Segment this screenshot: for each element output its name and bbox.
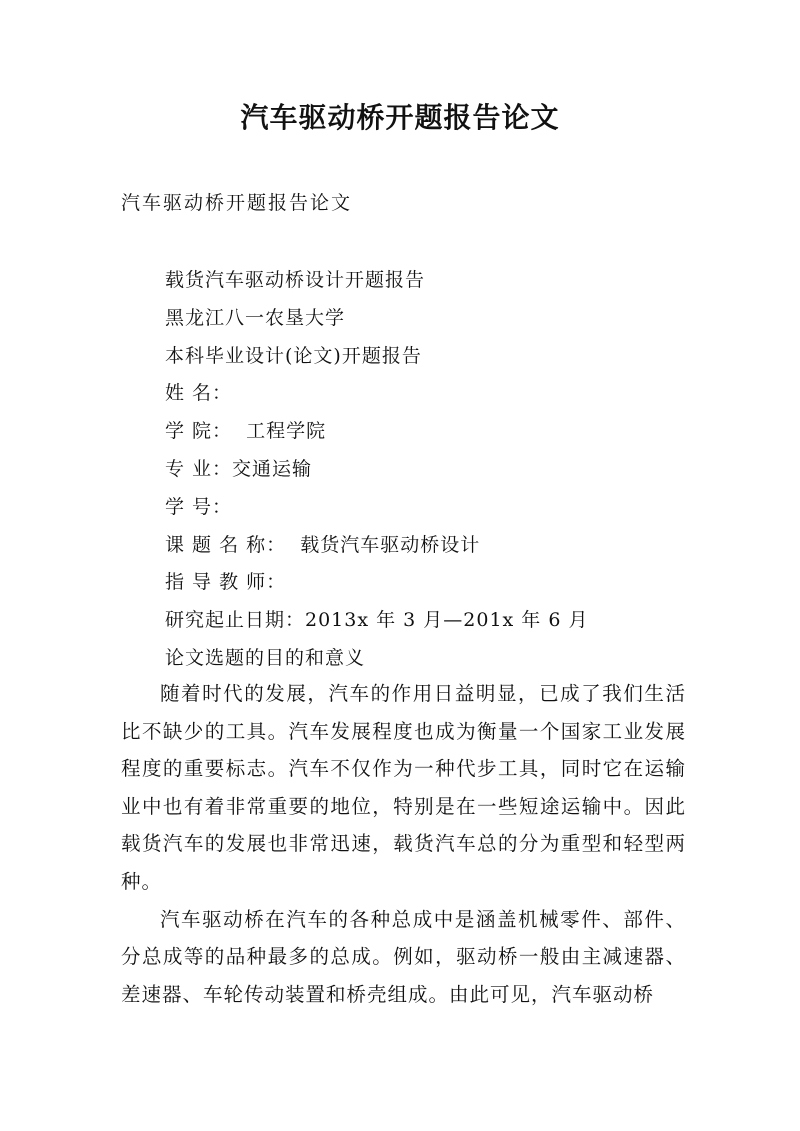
info-line-report-type: 本科毕业设计(论文)开题报告 [165,344,422,367]
report-info-block [165,262,685,678]
document-title: 汽车驱动桥开题报告论文 [240,101,560,134]
body-text [121,675,686,1013]
info-line-college: 学 院： 工程学院 [165,420,327,443]
info-line-university: 黑龙江八一农垦大学 [165,306,346,329]
info-line-major: 专 业：交通运输 [165,457,313,480]
info-line-name: 姓 名： [165,382,233,405]
paragraph: 随着时代的发展，汽车的作用日益明显，已成了我们生活比不缺少的工具。汽车发展程度也成为衡量一个国家工业发展程度的重要标志。汽车不仅作为一种代步工具，同时它在运输业中也有着非常重要的地位，特别是在一些短途运输中。因此载货汽车的发展也非常迅速，载货汽车总的分为重型和轻型两种。 [121,682,686,893]
info-line-topic: 课 题 名 称： 载货汽车驱动桥设计 [165,533,481,556]
section-heading-purpose: 论文选题的目的和意义 [165,646,366,669]
info-line-student-id: 学 号： [165,495,233,518]
info-line-report-title: 载货汽车驱动桥设计开题报告 [165,269,426,291]
info-line-research-period: 研究起止日期：2013x 年 3 月—201x 年 6 月 [165,609,589,632]
info-line-advisor: 指 导 教 师： [165,571,287,594]
document-subtitle: 汽车驱动桥开题报告论文 [121,192,353,214]
paragraph: 汽车驱动桥在汽车的各种总成中是涵盖机械零件、部件、分总成等的品种最多的总成。例如，驱动桥一般由主减速器、差速器、车轮传动装置和桥壳组成。由此可见，汽车驱动桥 [121,907,686,1006]
